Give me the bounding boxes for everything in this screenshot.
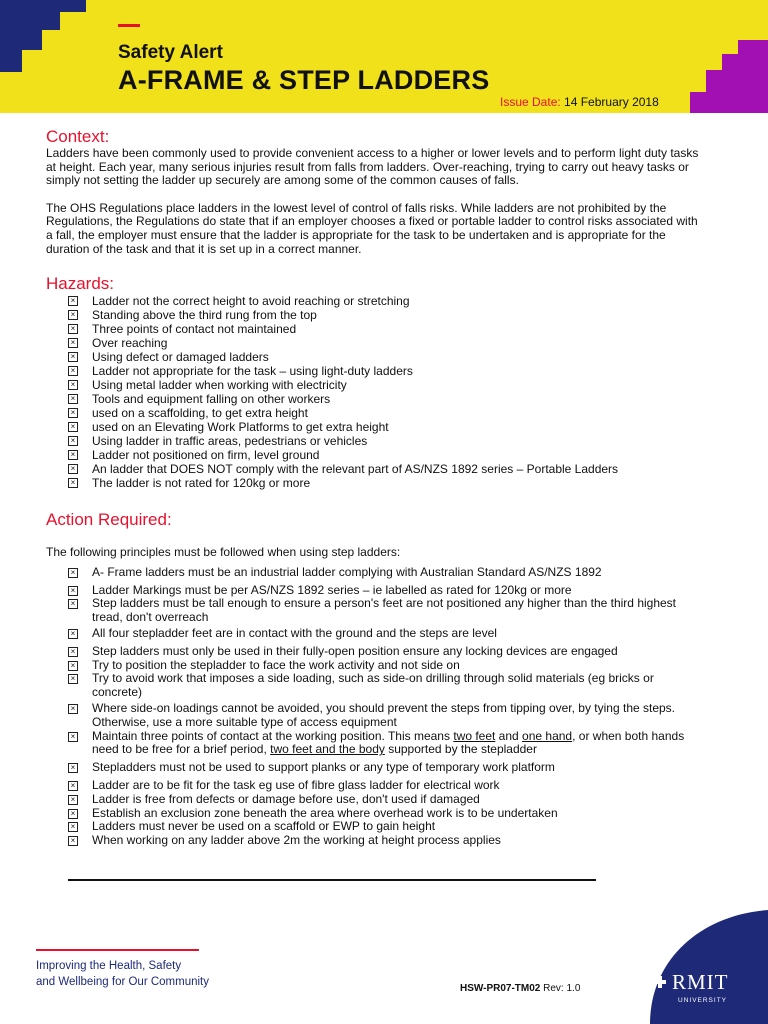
footer-red-line — [36, 949, 199, 951]
issue-date-label: Issue Date: — [500, 95, 561, 109]
checkbox-x-icon: × — [68, 586, 78, 596]
list-item: × Tools and equipment falling on other workers — [46, 392, 706, 406]
issue-date — [500, 95, 659, 109]
list-item: × A- Frame ladders must be an industrial ladder complying with Australian Standard AS/NZS 1892 — [46, 566, 706, 580]
list-item: × All four stepladder feet are in contact with the ground and the steps are level — [46, 627, 706, 641]
list-item: × When working on any ladder above 2m the working at height process applies — [46, 834, 706, 848]
context-heading: Context: — [46, 127, 110, 146]
list-item: × used on an Elevating Work Platforms to get extra height — [46, 420, 706, 434]
checkbox-x-icon: × — [68, 408, 78, 418]
list-item: × Where side-on loadings cannot be avoided, you should prevent the steps from tipping over, by tying the steps. Otherwise, use a more suitable type of access equipment — [46, 702, 706, 730]
checkbox-x-icon: × — [68, 647, 78, 657]
checkbox-x-icon: × — [68, 352, 78, 362]
navy-steps-graphic — [0, 0, 90, 113]
checkbox-x-icon: × — [68, 674, 78, 684]
hazards-heading: Hazards: — [46, 274, 115, 294]
red-dash — [118, 24, 140, 27]
document-code: HSW-PR07-TM02 Rev: 1.0 — [460, 983, 581, 994]
list-item: × Establish an exclusion zone beneath the area where overhead work is to be undertaken — [46, 807, 706, 821]
header-banner — [0, 0, 768, 113]
checkbox-x-icon: × — [68, 568, 78, 578]
checkbox-x-icon: × — [68, 732, 78, 742]
list-item: × Ladders must never be used on a scaffold or EWP to gain height — [46, 820, 706, 834]
checkbox-x-icon: × — [68, 822, 78, 832]
list-item: × The ladder is not rated for 120kg or more — [46, 476, 706, 490]
action-list — [46, 566, 706, 848]
list-item: × Step ladders must only be used in their fully-open position ensure any locking devices are engaged — [46, 645, 706, 659]
list-item: × Three points of contact not maintained — [46, 322, 706, 336]
checkbox-x-icon: × — [68, 704, 78, 714]
list-item: × Stepladders must not be used to support planks or any type of temporary work platform — [46, 761, 706, 775]
purple-steps-graphic — [690, 30, 768, 113]
rmit-logo-shape — [640, 910, 768, 1024]
list-item: × Standing above the third rung from the top — [46, 308, 706, 322]
issue-date-value: 14 February 2018 — [564, 95, 659, 109]
list-item: × Using ladder in traffic areas, pedestrians or vehicles — [46, 434, 706, 448]
checkbox-x-icon: × — [68, 380, 78, 390]
rmit-logo-university: UNIVERSITY — [678, 997, 728, 1004]
list-item: × Step ladders must be tall enough to ensure a person's feet are not positioned any higher than the third highest tread, don't overreach — [46, 597, 706, 625]
list-item: × Try to position the stepladder to face the work activity and not side on — [46, 659, 706, 673]
context-paragraph-1: Ladders have been commonly used to provide convenient access to a higher or lower levels and to perform light duty tasks at height. Each year, many serious injuries result from falls from ladders. Over-reaching, trying to carry out heavy tasks or simply not setting the ladder up securely are among some of the common causes of falls. — [46, 146, 699, 188]
checkbox-x-icon: × — [68, 836, 78, 846]
list-item: × Over reaching — [46, 336, 706, 350]
checkbox-x-icon: × — [68, 478, 78, 488]
list-item: × Ladder not appropriate for the task – using light-duty ladders — [46, 364, 706, 378]
list-item: × An ladder that DOES NOT comply with the relevant part of AS/NZS 1892 series – Portable Ladders — [46, 462, 706, 476]
checkbox-x-icon: × — [68, 366, 78, 376]
checkbox-x-icon: × — [68, 464, 78, 474]
divider — [68, 879, 596, 881]
checkbox-x-icon: × — [68, 338, 78, 348]
checkbox-x-icon: × — [68, 324, 78, 334]
checkbox-x-icon: × — [68, 450, 78, 460]
list-item: × Using defect or damaged ladders — [46, 350, 706, 364]
checkbox-x-icon: × — [68, 436, 78, 446]
list-item: × Ladder not positioned on firm, level ground — [46, 448, 706, 462]
list-item: × used on a scaffolding, to get extra height — [46, 406, 706, 420]
list-item: × Ladder Markings must be per AS/NZS 1892 series – ie labelled as rated for 120kg or more — [46, 584, 706, 598]
rmit-pixel-icon — [654, 976, 670, 990]
rmit-logo: RMIT — [672, 970, 729, 994]
checkbox-x-icon: × — [68, 809, 78, 819]
checkbox-x-icon: × — [68, 394, 78, 404]
checkbox-x-icon: × — [68, 781, 78, 791]
checkbox-x-icon: × — [68, 795, 78, 805]
list-item-three-points: × Maintain three points of contact at the working position. This means two feet and one hand, or when both hands need to be free for a brief period, two feet and the body supported by the stepladder — [46, 730, 706, 758]
checkbox-x-icon: × — [68, 629, 78, 639]
action-intro: The following principles must be followed when using step ladders: — [46, 545, 401, 560]
checkbox-x-icon: × — [68, 661, 78, 671]
checkbox-x-icon: × — [68, 296, 78, 306]
action-heading: Action Required: — [46, 510, 172, 530]
list-item: × Ladder are to be fit for the task eg use of fibre glass ladder for electrical work — [46, 779, 706, 793]
checkbox-x-icon: × — [68, 763, 78, 773]
alert-title: A-FRAME & STEP LADDERS — [118, 65, 490, 95]
alert-label: Safety Alert — [118, 42, 223, 63]
list-item: × Try to avoid work that imposes a side loading, such as side-on drilling through solid materials (eg bricks or concrete) — [46, 672, 706, 700]
checkbox-x-icon: × — [68, 599, 78, 609]
list-item: × Ladder not the correct height to avoid reaching or stretching — [46, 294, 706, 308]
context-paragraph-2: The OHS Regulations place ladders in the lowest level of control of falls risks. While ladders are not prohibited by the Regulations, the Regulations do state that if an employer chooses a fixed or portable ladder to control risks associated with a fall, the employer must ensure that the ladder is appropriate for the task to be undertaken and is appropriate for the duration of the task and that it is set up in a correct manner. — [46, 200, 698, 256]
list-item: × Ladder is free from defects or damage before use, don't used if damaged — [46, 793, 706, 807]
checkbox-x-icon: × — [68, 310, 78, 320]
checkbox-x-icon: × — [68, 422, 78, 432]
document-body — [46, 127, 706, 848]
footer-tagline: Improving the Health, Safety and Wellbeing for Our Community — [36, 960, 209, 988]
hazards-list — [46, 294, 706, 490]
list-item: × Using metal ladder when working with electricity — [46, 378, 706, 392]
